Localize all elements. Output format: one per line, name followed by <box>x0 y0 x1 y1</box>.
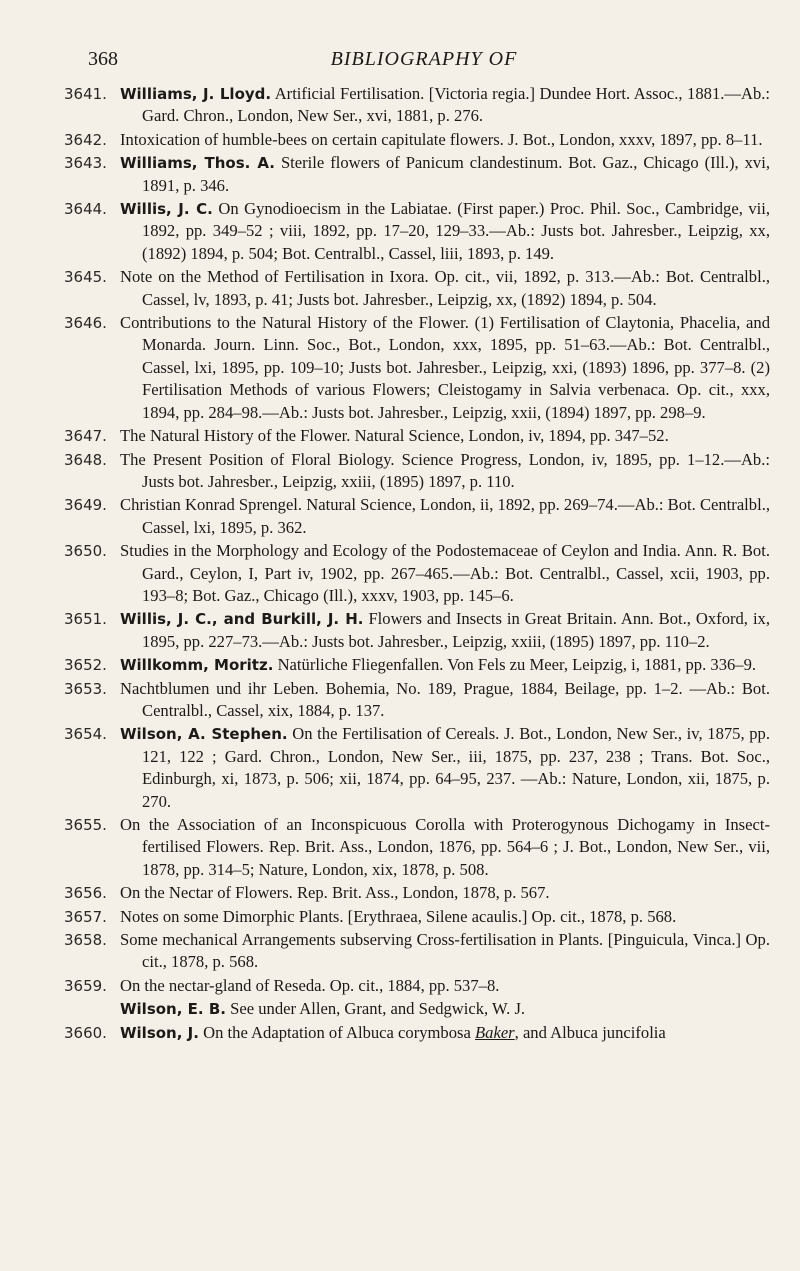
entry-number: 3646. <box>64 314 107 333</box>
entry-citation: Notes on some Dimorphic Plants. [Erythraea, Silene acaulis.] Op. cit., 1878, p. 568. <box>120 906 677 926</box>
entry-author: Wilson, A. Stephen. <box>120 725 288 744</box>
entry-text <box>120 425 770 447</box>
entry-citation: Natürliche Fliegenfallen. Von Fels zu Meer, Leipzig, i, 1881, pp. 336–9. <box>277 655 757 675</box>
entry-citation: Flowers and Insects in Great Britain. Ann. Bot., Oxford, ix, 1895, pp. 227–73.—Ab.: Justs bot. Jahresber., Leipzig, xxiii, (1895) 1897, pp. 110–2. <box>142 609 770 651</box>
entry-text <box>120 975 770 997</box>
entry-citation: Sterile flowers of Panicum clandestinum. Bot. Gaz., Chicago (Ill.), xvi, 1891, p. 346. <box>142 153 770 195</box>
bibliography-entry <box>64 129 770 151</box>
bibliography-entry <box>64 723 770 813</box>
bibliography-entry <box>64 654 770 676</box>
entry-text <box>120 814 770 881</box>
bibliography-entry <box>64 425 770 447</box>
entry-citation: The Present Position of Floral Biology. Science Progress, London, iv, 1895, pp. 1–12.—Ab.: Justs bot. Jahresber., Leipzig, xxiii, (1895) 1897, p. 110. <box>120 449 770 491</box>
entry-text <box>120 654 770 676</box>
entry-number: 3641. <box>64 85 107 103</box>
bibliography-entry <box>64 906 770 928</box>
entry-text <box>120 608 770 653</box>
entry-text <box>120 882 770 904</box>
entry-number: 3644. <box>64 200 107 219</box>
entry-number: 3643. <box>64 154 107 173</box>
entry-citation: The Natural History of the Flower. Natural Science, London, iv, 1894, pp. 347–52. <box>120 426 669 446</box>
entry-number: 3648. <box>64 450 107 469</box>
entry-number: 3647. <box>64 427 107 446</box>
entry-italic-author: Baker <box>475 1022 515 1042</box>
entry-author: Wilson, J. <box>120 1023 199 1042</box>
entry-text <box>120 129 770 151</box>
entry-citation: On the Nectar of Flowers. Rep. Brit. Ass., London, 1878, p. 567. <box>120 883 550 903</box>
entry-citation: On the Fertilisation of Cereals. J. Bot., London, New Ser., iv, 1875, pp. 121, 122 ; Gard. Chron., London, New Ser., iii, 1875, pp. 237, 238 ; Trans. Bot. Soc., Edinburgh, xi, 1873, p. 506; xii, 1874, pp. 64–95, 237. —Ab.: Nature, London, xii, 1875, p. 270. <box>142 724 770 811</box>
entry-citation: Artificial Fertilisation. [Victoria regia.] Dundee Hort. Assoc., 1881.—Ab.: Gard. Chron., London, New Ser., xvi, 1881, p. 276. <box>142 84 771 126</box>
entry-text <box>120 494 770 539</box>
bibliography-entries <box>64 83 770 1044</box>
entry-number: 3656. <box>64 884 107 903</box>
bibliography-entry <box>64 608 770 653</box>
page-number: 368 <box>88 48 118 70</box>
bibliography-entry <box>64 1022 770 1044</box>
entry-author: Wilson, E. B. <box>120 1000 226 1019</box>
entry-number: 3659. <box>64 976 107 995</box>
entry-number: 3652. <box>64 656 107 675</box>
bibliography-entry <box>64 83 770 128</box>
entry-citation-tail: , and Albuca juncifolia <box>514 1022 666 1042</box>
entry-number: 3660. <box>64 1023 107 1042</box>
entry-number: 3645. <box>64 268 107 287</box>
entry-author: Williams, Thos. A. <box>120 154 275 173</box>
entry-author: Willis, J. C. <box>120 200 213 219</box>
entry-text <box>120 266 770 311</box>
bibliography-entry <box>64 449 770 494</box>
entry-text <box>120 540 770 607</box>
entry-citation: Studies in the Morphology and Ecology of the Podostemaceae of Ceylon and India. Ann. R. Bot. Gard., Ceylon, I, Part iv, 1902, pp. 267–465.—Ab.: Bot. Centralbl., Cassel, xcii, 1903, pp. 193–8; Bot. Gaz., Chicago (Ill.), xxxv, 1903, pp. 145–6. <box>120 541 770 605</box>
bibliography-entry <box>64 152 770 197</box>
entry-text <box>120 198 770 265</box>
entry-number: 3658. <box>64 931 107 950</box>
entry-text <box>120 152 770 197</box>
entry-text <box>120 449 770 494</box>
running-head: BIBLIOGRAPHY OF <box>330 48 518 70</box>
entry-author: Williams, J. Lloyd. <box>120 85 272 103</box>
entry-citation: See under Allen, Grant, and Sedgwick, W. J. <box>230 999 526 1019</box>
bibliography-entry <box>64 929 770 974</box>
entry-text <box>120 83 770 128</box>
bibliography-entry <box>64 975 770 997</box>
entry-citation: On the Adaptation of Albuca corymbosa <box>203 1022 471 1042</box>
entry-text <box>120 678 770 723</box>
bibliography-entry <box>64 198 770 265</box>
entry-text <box>120 906 770 928</box>
entry-text <box>120 1022 770 1044</box>
entry-text <box>120 929 770 974</box>
bibliography-entry <box>64 266 770 311</box>
entry-text <box>120 312 770 424</box>
entry-number: 3657. <box>64 907 107 926</box>
entry-text <box>120 998 770 1020</box>
entry-citation: Nachtblumen und ihr Leben. Bohemia, No. 189, Prague, 1884, Beilage, pp. 1–2. —Ab.: Bot. Centralbl., Cassel, xix, 1884, p. 137. <box>120 678 770 720</box>
page-header <box>88 48 760 78</box>
entry-citation: Christian Konrad Sprengel. Natural Science, London, ii, 1892, pp. 269–74.—Ab.: Bot. Centralbl., Cassel, lxi, 1895, p. 362. <box>120 495 770 537</box>
entry-author: Willis, J. C., and Burkill, J. H. <box>120 610 364 629</box>
entry-citation: Note on the Method of Fertilisation in Ixora. Op. cit., vii, 1892, p. 313.—Ab.: Bot. Centralbl., Cassel, lv, 1893, p. 41; Justs bot. Jahresber., Leipzig, xx, (1892) 1894, p. 504. <box>120 267 770 309</box>
entry-citation: Some mechanical Arrangements subserving Cross-fertilisation in Plants. [Pinguicula, Vinca.] Op. cit., 1878, p. 568. <box>120 930 770 972</box>
bibliography-entry <box>64 312 770 424</box>
entry-number: 3651. <box>64 610 107 629</box>
entry-number: 3650. <box>64 542 107 561</box>
bibliography-entry <box>64 540 770 607</box>
bibliography-entry <box>64 814 770 881</box>
entry-text <box>120 723 770 813</box>
entry-citation: Intoxication of humble-bees on certain capitulate flowers. J. Bot., London, xxxv, 1897, pp. 8–11. <box>120 129 763 149</box>
entry-number: 3653. <box>64 679 107 698</box>
bibliography-entry <box>64 494 770 539</box>
bibliography-entry <box>64 882 770 904</box>
entry-citation: Contributions to the Natural History of the Flower. (1) Fertilisation of Claytonia, Phacelia, and Monarda. Journ. Linn. Soc., Bot., London, xxx, 1895, pp. 51–63.—Ab.: Bot. Centralbl., Cassel, lxi, 1895, pp. 109–10; Justs bot. Jahresber., Leipzig, xxi, (1893) 1896, pp. 377–8. (2) Fertilisation Methods of various Flowers; Cleistogamy in Salvia verbenaca. Op. cit., xxx, 1894, pp. 284–98.—Ab.: Justs bot. Jahresber., Leipzig, xxii, (1894) 1897, pp. 298–9. <box>120 313 770 422</box>
entry-citation: On the Association of an Inconspicuous Corolla with Proterogynous Dichogamy in Insect-fertilised Flowers. Rep. Brit. Ass., London, 1876, pp. 564–6 ; J. Bot., London, New Ser., vii, 1878, pp. 314–5; Nature, London, xix, 1878, p. 508. <box>120 815 770 879</box>
entry-number: 3655. <box>64 816 107 834</box>
entry-number: 3649. <box>64 496 107 515</box>
entry-number: 3654. <box>64 725 107 744</box>
entry-number: 3642. <box>64 130 107 149</box>
bibliography-entry <box>64 998 770 1020</box>
entry-citation: On the nectar-gland of Reseda. Op. cit., 1884, pp. 537–8. <box>120 975 500 995</box>
bibliography-entry <box>64 678 770 723</box>
entry-author: Willkomm, Moritz. <box>120 656 274 675</box>
entry-citation: On Gynodioecism in the Labiatae. (First paper.) Proc. Phil. Soc., Cambridge, vii, 1892, pp. 349–52 ; viii, 1892, pp. 17–20, 129–33.—Ab.: Justs bot. Jahresber., Leipzig, xx, (1892) 1894, p. 504; Bot. Centralbl., Cassel, liii, 1893, p. 149. <box>142 199 771 263</box>
